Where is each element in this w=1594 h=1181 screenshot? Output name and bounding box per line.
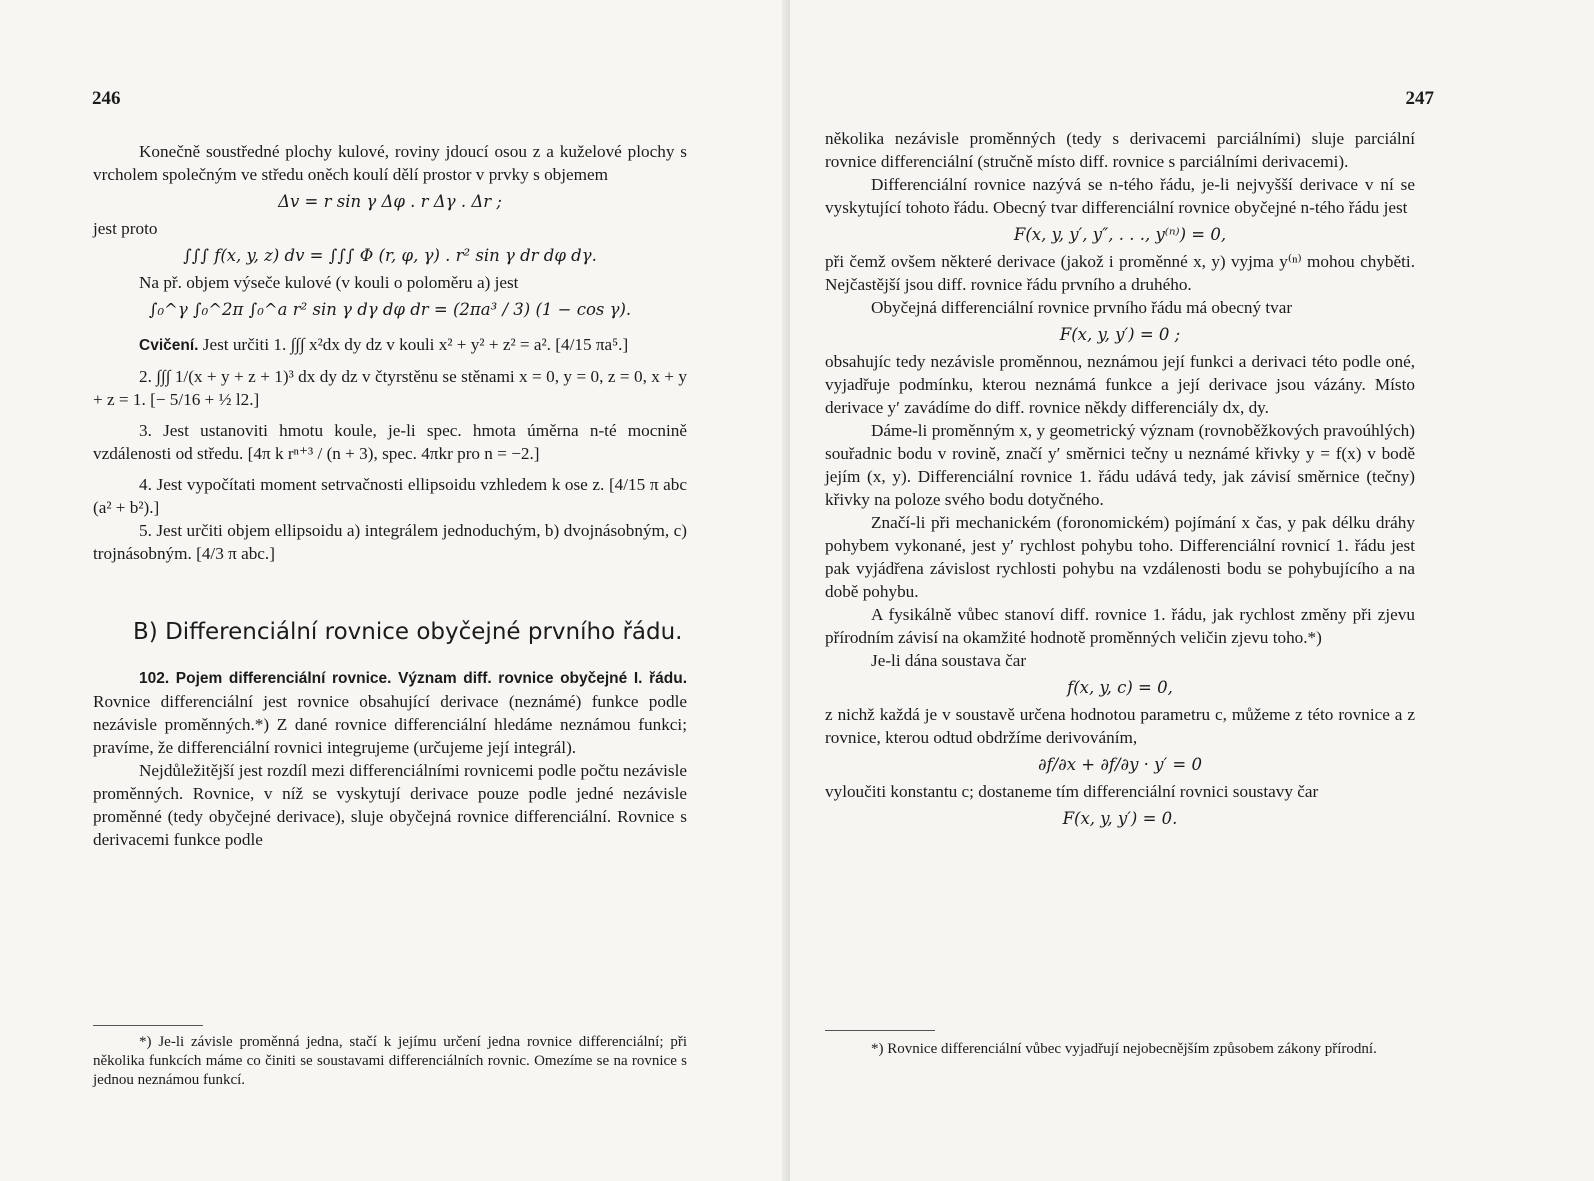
exercise-2: 2. ∫∫∫ 1/(x + y + z + 1)³ dx dy dz v čtyrstěnu se stěnami x = 0, y = 0, z = 0, x + y + z = 1. [− 5/16 + ½ l2.] <box>93 367 687 409</box>
paragraph: Nejdůležitější jest rozdíl mezi differenciálními rovnicemi podle počtu nezávisle proměnných. Rovnice, v níž se vyskytují derivace pouze podle jedné nezávisle proměnné (tedy obyčejné derivace), sluje obyčejná rovnice differenciální. Rovnice s derivacemi funkce podle <box>93 761 687 849</box>
page-number: 247 <box>1405 88 1434 109</box>
right-page <box>790 0 1594 1181</box>
paragraph: Rovnice differenciální jest rovnice obsahující derivace (neznámé) funkce podle nezávisle proměnných.*) Z dané rovnice differenciální hledáme neznámou funkci; pravíme, že differenciální rovnici integrujeme (určujeme její integrál). <box>93 692 687 757</box>
paragraph: několika nezávisle proměnných (tedy s derivacemi parciálními) sluje parciální rovnice differenciální (stručně místo diff. rovnice s parciálními derivacemi). <box>825 129 1415 171</box>
paragraph: Obyčejná differenciální rovnice prvního řádu má obecný tvar <box>871 298 1293 317</box>
equation: F(x, y, y′) = 0 ; <box>1059 325 1181 344</box>
exercise-5: 5. Jest určiti objem ellipsoidu a) integrálem jednoduchým, b) dvojnásobným, c) trojnásobným. [4/3 π abc.] <box>93 521 687 563</box>
section-heading: Pojem differenciální rovnice. Význam diff. rovnice obyčejné I. řádu. <box>175 670 688 687</box>
page-number: 246 <box>92 88 121 109</box>
paragraph: A fysikálně vůbec stanoví diff. rovnice 1. řádu, jak rychlost změny při zjevu přírodním závisí na okamžité hodnotě proměnných veličin zjevu toho.*) <box>825 605 1415 647</box>
paragraph: Differenciální rovnice nazývá se n-tého řádu, je-li nejvyšší derivace v ní se vyskytující tohoto řádu. Obecný tvar differenciální rovnice obyčejné n-tého řádu jest <box>825 175 1415 217</box>
equation: Δv = r sin γ Δφ . r Δγ . Δr ; <box>278 192 502 211</box>
section-title: B) Differenciální rovnice obyčejné prvního řádu. <box>133 619 683 645</box>
equation: ∫₀^γ ∫₀^2π ∫₀^a r² sin γ dγ dφ dr = (2πa³ / 3) (1 − cos γ). <box>148 300 632 319</box>
exercise-4: 4. Jest vypočítati moment setrvačnosti ellipsoidu vzhledem k ose z. [4/15 π abc (a² + b²).] <box>93 475 687 517</box>
equation: F(x, y, y′, y″, . . ., y⁽ⁿ⁾) = 0, <box>1013 225 1227 244</box>
footnote-text: *) Je-li závisle proměnná jedna, stačí k jejímu určení jedna rovnice differenciální; při několika funkcích máme co činiti se soustavami differenciálních rovnic. Omezíme se na rovnice s jednou neznámou funkcí. <box>93 1034 687 1088</box>
paragraph: obsahujíc tedy nezávisle proměnnou, neznámou její funkci a derivaci této podle oné, vyjadřuje podmínku, kterou neznámá funkce a její derivace jsou vázány. Místo derivace y′ zavádíme do diff. rovnice někdy differenciály dx, dy. <box>825 352 1415 417</box>
paragraph: z nichž každá je v soustavě určena hodnotou parametru c, můžeme z této rovnice a z rovnice, kterou odtud obdržíme derivováním, <box>825 705 1415 747</box>
footnote-rule <box>825 1030 935 1031</box>
paragraph: při čemž ovšem některé derivace (jakož i proměnné x, y) vyjma y⁽ⁿ⁾ mohou chyběti. Nejčastější jsou diff. rovnice řádu prvního a druhého. <box>825 252 1415 294</box>
right-page-content <box>825 127 1415 834</box>
equation: f(x, y, c) = 0, <box>1067 678 1173 697</box>
footnote-rule <box>93 1025 203 1026</box>
equation: ∫∫∫ f(x, y, z) dv = ∫∫∫ Φ (r, φ, γ) . r² sin γ dr dφ dγ. <box>183 246 597 265</box>
paragraph: Konečně soustředné plochy kulové, roviny jdoucí osou z a kuželové plochy s vrcholem společným ve středu oněch koulí dělí prostor v prvky s objemem <box>93 142 687 184</box>
footnote <box>93 1033 687 1090</box>
paragraph: Na př. objem výseče kulové (v kouli o poloměru a) jest <box>139 273 519 292</box>
paragraph: Značí-li při mechanickém (foronomickém) pojímání x čas, y pak délku dráhy pohybem vykonané, jest y′ rychlost pohybu toho. Differenciální rovnicí 1. řádu jest pak vyjádřena závislost rychlosti pohybu na vzdálenosti bodu se pohybujícího a na době pohybu. <box>825 513 1415 601</box>
left-page <box>0 0 790 1181</box>
equation: ∂f/∂x + ∂f/∂y · y′ = 0 <box>1037 755 1203 774</box>
exercise-1: Jest určiti 1. ∫∫∫ x²dx dy dz v kouli x² + y² + z² = a². [4/15 πa⁵.] <box>202 335 629 354</box>
paragraph: jest proto <box>93 219 158 238</box>
section-number: 102. <box>139 670 170 687</box>
paragraph: vyloučiti konstantu c; dostaneme tím differenciální rovnici soustavy čar <box>825 782 1319 801</box>
paragraph: Je-li dána soustava čar <box>871 651 1027 670</box>
paragraph: Dáme-li proměnným x, y geometrický význam (rovnoběžkových pravoúhlých) souřadnic bodu v rovině, značí y′ směrnici tečny u neznámé křivky y = f(x) v bodě jejím (x, y). Differenciální rovnice 1. řádu udává tedy, jak závisí směrnice (tečny) křivky na poloze svého bodu dotyčného. <box>825 421 1415 509</box>
footnote-text: *) Rovnice differenciální vůbec vyjadřují nejobecnějším způsobem zákony přírodní. <box>871 1041 1377 1057</box>
footnote <box>825 1040 1415 1059</box>
exercise-3: 3. Jest ustanoviti hmotu koule, je-li spec. hmota úměrna n-té mocnině vzdálenosti od středu. [4π k rⁿ⁺³ / (n + 3), spec. 4πkr pro n = −2.] <box>93 421 687 463</box>
exercise-label: Cvičení. <box>139 337 199 354</box>
equation: F(x, y, y′) = 0. <box>1062 809 1178 828</box>
left-page-content <box>93 140 687 851</box>
